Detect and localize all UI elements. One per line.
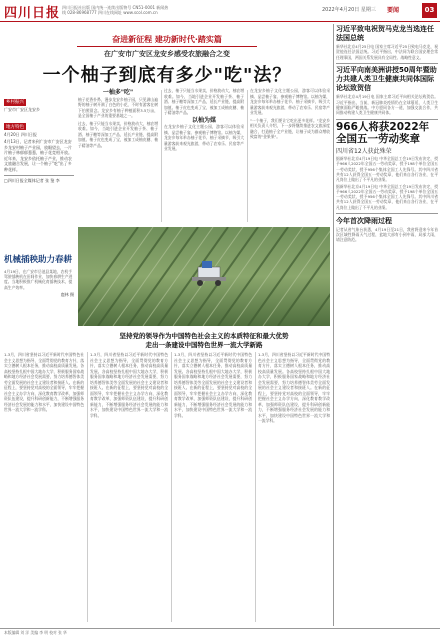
column-text: 在龙安乡柚子文化主题公园，游客可以体验采摘、品尝柚子宴、参观柚子博物馆。以柚为媒，龙安乡每年举办柚子花节、柚子采摘节，吸引大量游客前来观光旅游，带动了农家乐、民宿等产业发展。 — [164, 124, 244, 151]
column-divider — [255, 352, 256, 622]
section-rule — [336, 119, 438, 120]
lead-story-header — [4, 30, 330, 87]
issue-date: 2022年4月20日 星期三 — [322, 7, 376, 13]
kicker-underline — [77, 46, 257, 47]
commentary-column-3 — [174, 352, 252, 624]
lead-headline: 一个柚子到底有多少"吃"法？ — [42, 64, 292, 86]
right-item-2-text: 新华社北京4月19日电 国家主席习近平向相关论坛致贺信。习近平指出，当前，新冠肺炎疫情仍在全球蔓延，人类卫生健康面临严峻挑战。中方愿同各方一道，加强交流合作，共同推动构建人类卫生健康共同体。 — [336, 94, 438, 116]
reporter-byline: □四川日报全媒体记者 张 鉴 李 — [4, 175, 74, 184]
rice-paddy-photo — [78, 227, 330, 326]
lead-column-2 — [164, 88, 244, 224]
right-item-4-headline: 今年首次降雨过程 — [336, 216, 392, 225]
masthead-info: 四川日报社出版 国内统一连续出版物号 CN51-0001 新闻热线 028-86968777 四川在线网址 www.scol.com.cn — [62, 5, 169, 15]
right-item-3-subhead: 四川省12人获此殊荣 — [336, 148, 392, 156]
tag-location: 广安市广安区龙安乡 — [4, 107, 40, 112]
right-item-2-headline: 习近平向南美洲讲授50周年暨助力共建人类卫生健康共同体国际论坛致贺信 — [336, 66, 437, 93]
lead-subhead: 在广安市广安区龙安乡感受农旅融合之变 — [104, 49, 230, 58]
lead-column-3 — [250, 88, 330, 224]
photo-caption-block — [4, 255, 74, 298]
column-text: 1-3月，四川省坚持以习近平新时代中国特色社会主义思想为指导，全面贯彻党的教育方针，落实立德树人根本任务，推动高校高质量发展。各高校坚持扎根中国大地办大学，积极服务国家战略和地方经济社会发展需要，努力培养德智体美劳全面发展的社会主义建设者和接班人。在新的征程上，要坚持党对高校的全面领导，牢牢把握社会主义办学方向，深化教育教学改革，加强师资队伍建设，提升科研创新能力，不断增强服务经济社会发展的能力和水平，加快建设中国特色世界一流大学和一流学科。 — [4, 352, 84, 412]
section-rule — [336, 213, 438, 214]
aside-intro: 4月13日，记者来到广安市广安区龙安乡龙安村柚子产业园，放眼望去，一片片柚子林郁郁葱葱，柚子花竞相开放。近年来，龙安乡依托柚子产业，推动农文旅融合发展，让一个柚子"吃"出了多种花样。 — [4, 139, 72, 172]
column-heading: 一柚多"吃" — [102, 89, 134, 96]
column-divider — [87, 352, 88, 622]
page-footer: 本版编辑 刘 洋 美编 李 明 校对 张 华 — [0, 628, 440, 635]
commentary-column-2 — [90, 352, 168, 624]
column-text: 1-3月，四川省坚持以习近平新时代中国特色社会主义思想为指导，全面贯彻党的教育方针，落实立德树人根本任务，推动高校高质量发展。各高校坚持扎根中国大地办大学，积极服务国家战略和地方经济社会发展需要，努力培养德智体美劳全面发展的社会主义建设者和接班人。在新的征程上，要坚持党对高校的全面领导，牢牢把握社会主义办学方向，深化教育教学改革，加强师资队伍建设，提升科研创新能力，不断增强服务经济社会发展的能力和水平，加快建设中国特色世界一流大学和一流学科。 — [174, 352, 252, 418]
column-heading: 以柚为媒 — [191, 116, 216, 124]
newspaper-logo: 四川日报 — [4, 6, 61, 21]
column-divider — [171, 352, 172, 622]
column-text: 过去，柚子只能当水果卖，价格波动大，柚农增收难。如今，当地引进企业开发柚子茶、柚子酒、柚子糖等深加工产品，延长产业链，提高附加值。柚子皮也变成了宝，被加工成柚皮糖、柚子精油等产品。 — [78, 120, 158, 148]
right-item-3-headline: 966人将获2022年全国五一劳动奖章 — [336, 121, 430, 146]
aside-date: 4月20日 四川日报 — [4, 131, 37, 137]
photo-credit: 鹿林 摄 — [60, 291, 74, 297]
lead-kicker: 奋进新征程 建功新时代·踏实篇 — [112, 35, 222, 44]
commentary-column-1 — [4, 352, 84, 624]
news-photo — [78, 227, 330, 326]
lead-aside — [4, 88, 74, 184]
lead-column-1 — [78, 88, 158, 224]
right-item-3-text-cont: 据新华社北京4月19日电 中华全国总工会19日发布决定，授予966人2022年全国五一劳动奖章，授予198个单位全国五一劳动奖状，授予956个集体全国工人先锋号。其中四川省共有12人获得全国五一劳动奖章，他们来自各行各业，在平凡岗位上做出了不平凡的业绩。 — [336, 183, 438, 210]
section-name: 要闻 — [387, 7, 400, 14]
column-divider — [161, 90, 162, 222]
right-column-divider — [333, 24, 334, 626]
column-text: 1-3月，四川省坚持以习近平新时代中国特色社会主义思想为指导，全面贯彻党的教育方针，落实立德树人根本任务，推动高校高质量发展。各高校坚持扎根中国大地办大学，积极服务国家战略和地方经济社会发展需要，努力培养德智体美劳全面发展的社会主义建设者和接班人。在新的征程上，要坚持党对高校的全面领导，牢牢把握社会主义办学方向，深化教育教学改革，加强师资队伍建设，提升科研创新能力，不断增强服务经济社会发展的能力和水平，加快建设中国特色世界一流大学和一流学科。 — [90, 352, 168, 418]
commentary-column-4 — [258, 352, 330, 624]
column-text: 1-3月，四川省坚持以习近平新时代中国特色社会主义思想为指导，全面贯彻党的教育方针，落实立德树人根本任务，推动高校高质量发展。各高校坚持扎根中国大地办大学，积极服务国家战略和地方经济社会发展需要，努力培养德智体美劳全面发展的社会主义建设者和接班人。在新的征程上，要坚持党对高校的全面领导，牢牢把握社会主义办学方向，深化教育教学改革，加强师资队伍建设，提升科研创新能力，不断增强服务经济社会发展的能力和水平，加快建设中国特色世界一流大学和一流学科。 — [258, 352, 330, 423]
column-text: "一个柚子，我们要让它吃出更多花样。"龙安乡相关负责人介绍，下一步将继续推进农文旅深度融合，打造柚子全产业链，让柚子成为群众增收致富的"金果果"。 — [250, 117, 330, 139]
photo-title: 机械插秧助力春耕 — [4, 255, 73, 265]
masthead — [0, 0, 440, 22]
section-rule — [336, 63, 438, 64]
right-news-column — [336, 22, 438, 635]
right-item-1-headline: 习近平致电祝贺马克龙当选连任法国总统 — [336, 25, 434, 42]
right-item-1-text: 新华社北京4月25日电 国家主席习近平25日致电马克龙，祝贺他连任法国总统。习近平指出，中法同为联合国安理会常任理事国，两国关系发展具有全局性、战略性意义。 — [336, 44, 438, 60]
column-divider — [247, 90, 248, 222]
page-number: 03 — [422, 3, 437, 18]
tag-rural: 乡村振兴 — [6, 100, 24, 105]
tag-feature: 地方特色 — [6, 124, 24, 130]
column-text: 柚子花香扑鼻，漫步龙安乡柚子园，只见满山遍野的柚子树开满了白色的小花，不时有游客在树下拍照留念。龙安乡有柚子种植面积3.5万亩，是全国柚子产业的重要基地之一。 — [78, 96, 158, 118]
column-text: 过去，柚子只能当水果卖，价格波动大，柚农增收难。如今，当地引进企业开发柚子茶、柚子酒、柚子糖等深加工产品，延长产业链，提高附加值。柚子皮也变成了宝，被加工成柚皮糖、柚子精油等产品。 — [164, 88, 244, 115]
commentary-headline: 坚持党的领导作为中国特色社会主义的本质特征和最大优势 走出一条建设中国特色世界一流大学新路 — [119, 332, 289, 349]
photo-caption: 4月19日，在广安市岳池县某地，农机手驾驶插秧机在田间作业，加快春耕生产进度。当地积极推广机械化育插秧技术，提高生产效率。 — [4, 269, 73, 290]
column-text: 在龙安乡柚子文化主题公园，游客可以体验采摘、品尝柚子宴、参观柚子博物馆。以柚为媒，龙安乡每年举办柚子花节、柚子采摘节，吸引大量游客前来观光旅游，带动了农家乐、民宿等产业发展。 — [250, 88, 330, 115]
right-item-3-text: 据新华社北京4月19日电 中华全国总工会19日发布决定，授予966人2022年全国五一劳动奖章，授予198个单位全国五一劳动奖状，授予956个集体全国工人先锋号。其中四川省共有12人获得全国五一劳动奖章，他们来自各行各业，在平凡岗位上做出了不平凡的业绩。 — [336, 156, 438, 183]
right-item-4-text: 记者从省气象台获悉，4月19日至21日，我省将迎来今年首次区域性降雨天气过程，盆地大部有小到中雨，局部大雨，请注意防范。 — [336, 226, 438, 243]
